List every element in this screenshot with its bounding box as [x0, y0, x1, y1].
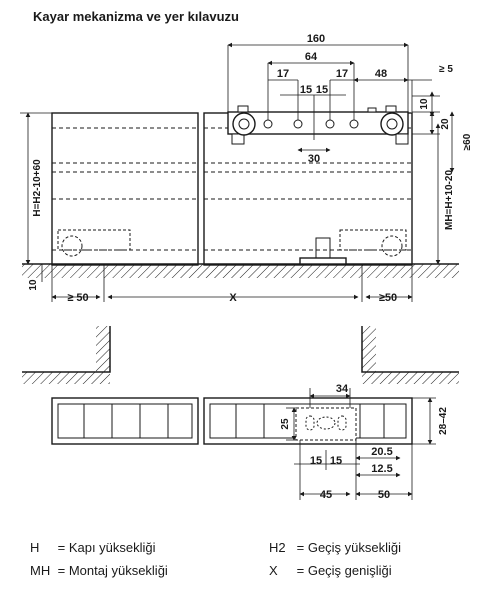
dim-h-formula: H=H2-10+60 [32, 159, 43, 217]
plan-door-left [52, 398, 198, 444]
dim-17-left: 17 [276, 68, 290, 80]
dim-34: 34 [335, 383, 349, 395]
dim-12-5: 12.5 [371, 463, 393, 475]
dim-15-plan-left: 15 [309, 455, 323, 467]
dim-28-42: 28–42 [438, 407, 449, 435]
dim-20-5: 20.5 [371, 446, 393, 458]
legend-h2 [269, 540, 401, 555]
right-roller [382, 236, 402, 256]
plan-labels [280, 383, 449, 501]
legend-mh [30, 563, 168, 578]
left-roller [62, 236, 82, 256]
wall-right [362, 326, 459, 372]
dim-20-right: 20 [440, 118, 451, 130]
dim-15-plan-right: 15 [329, 455, 343, 467]
floor-guide-plate [296, 408, 356, 440]
dim-x: X [229, 292, 237, 304]
dim-64: 64 [304, 51, 318, 63]
top-carriage [228, 106, 408, 144]
dim-ge60: ≥60 [462, 133, 473, 151]
dim-ge50-left: ≥ 50 [67, 292, 89, 304]
dim-25: 25 [280, 418, 291, 430]
legend-mh-text: = Montaj yüksekliği [57, 563, 168, 578]
legend-x-symbol: X [269, 563, 278, 578]
dim-160: 160 [306, 33, 326, 45]
dim-48: 48 [374, 68, 388, 80]
legend-x-text: = Geçiş genişliği [296, 563, 392, 578]
legend-x [269, 563, 392, 578]
dim-ge5: ≥ 5 [439, 64, 453, 75]
dim-15-left: 15 [299, 84, 313, 96]
dim-17-right: 17 [335, 68, 349, 80]
legend-mh-symbol: MH [30, 563, 51, 578]
diagram-title: Kayar mekanizma ve yer kılavuzu [33, 9, 239, 24]
door-elevation [22, 106, 459, 278]
dim-45: 45 [319, 489, 333, 501]
legend-h [30, 540, 156, 555]
dim-mh-formula: MH=H+10-20 [444, 169, 455, 231]
dim-30: 30 [307, 153, 321, 165]
legend-h2-text: = Geçiş yüksekliği [296, 540, 402, 555]
legend-h2-symbol: H2 [269, 540, 286, 555]
dim-10-floor: 10 [28, 279, 39, 291]
floor-hatch [22, 264, 459, 278]
left-door-panel [52, 113, 198, 265]
legend-h-symbol: H [30, 540, 40, 555]
dim-50: 50 [377, 489, 391, 501]
floor-guide [316, 238, 330, 258]
dim-15-right: 15 [315, 84, 329, 96]
plan-view [22, 326, 459, 444]
dim-ge50-right: ≥50 [378, 292, 398, 304]
dim-10-right: 10 [419, 98, 430, 110]
legend-h-text: = Kapı yüksekliği [57, 540, 156, 555]
